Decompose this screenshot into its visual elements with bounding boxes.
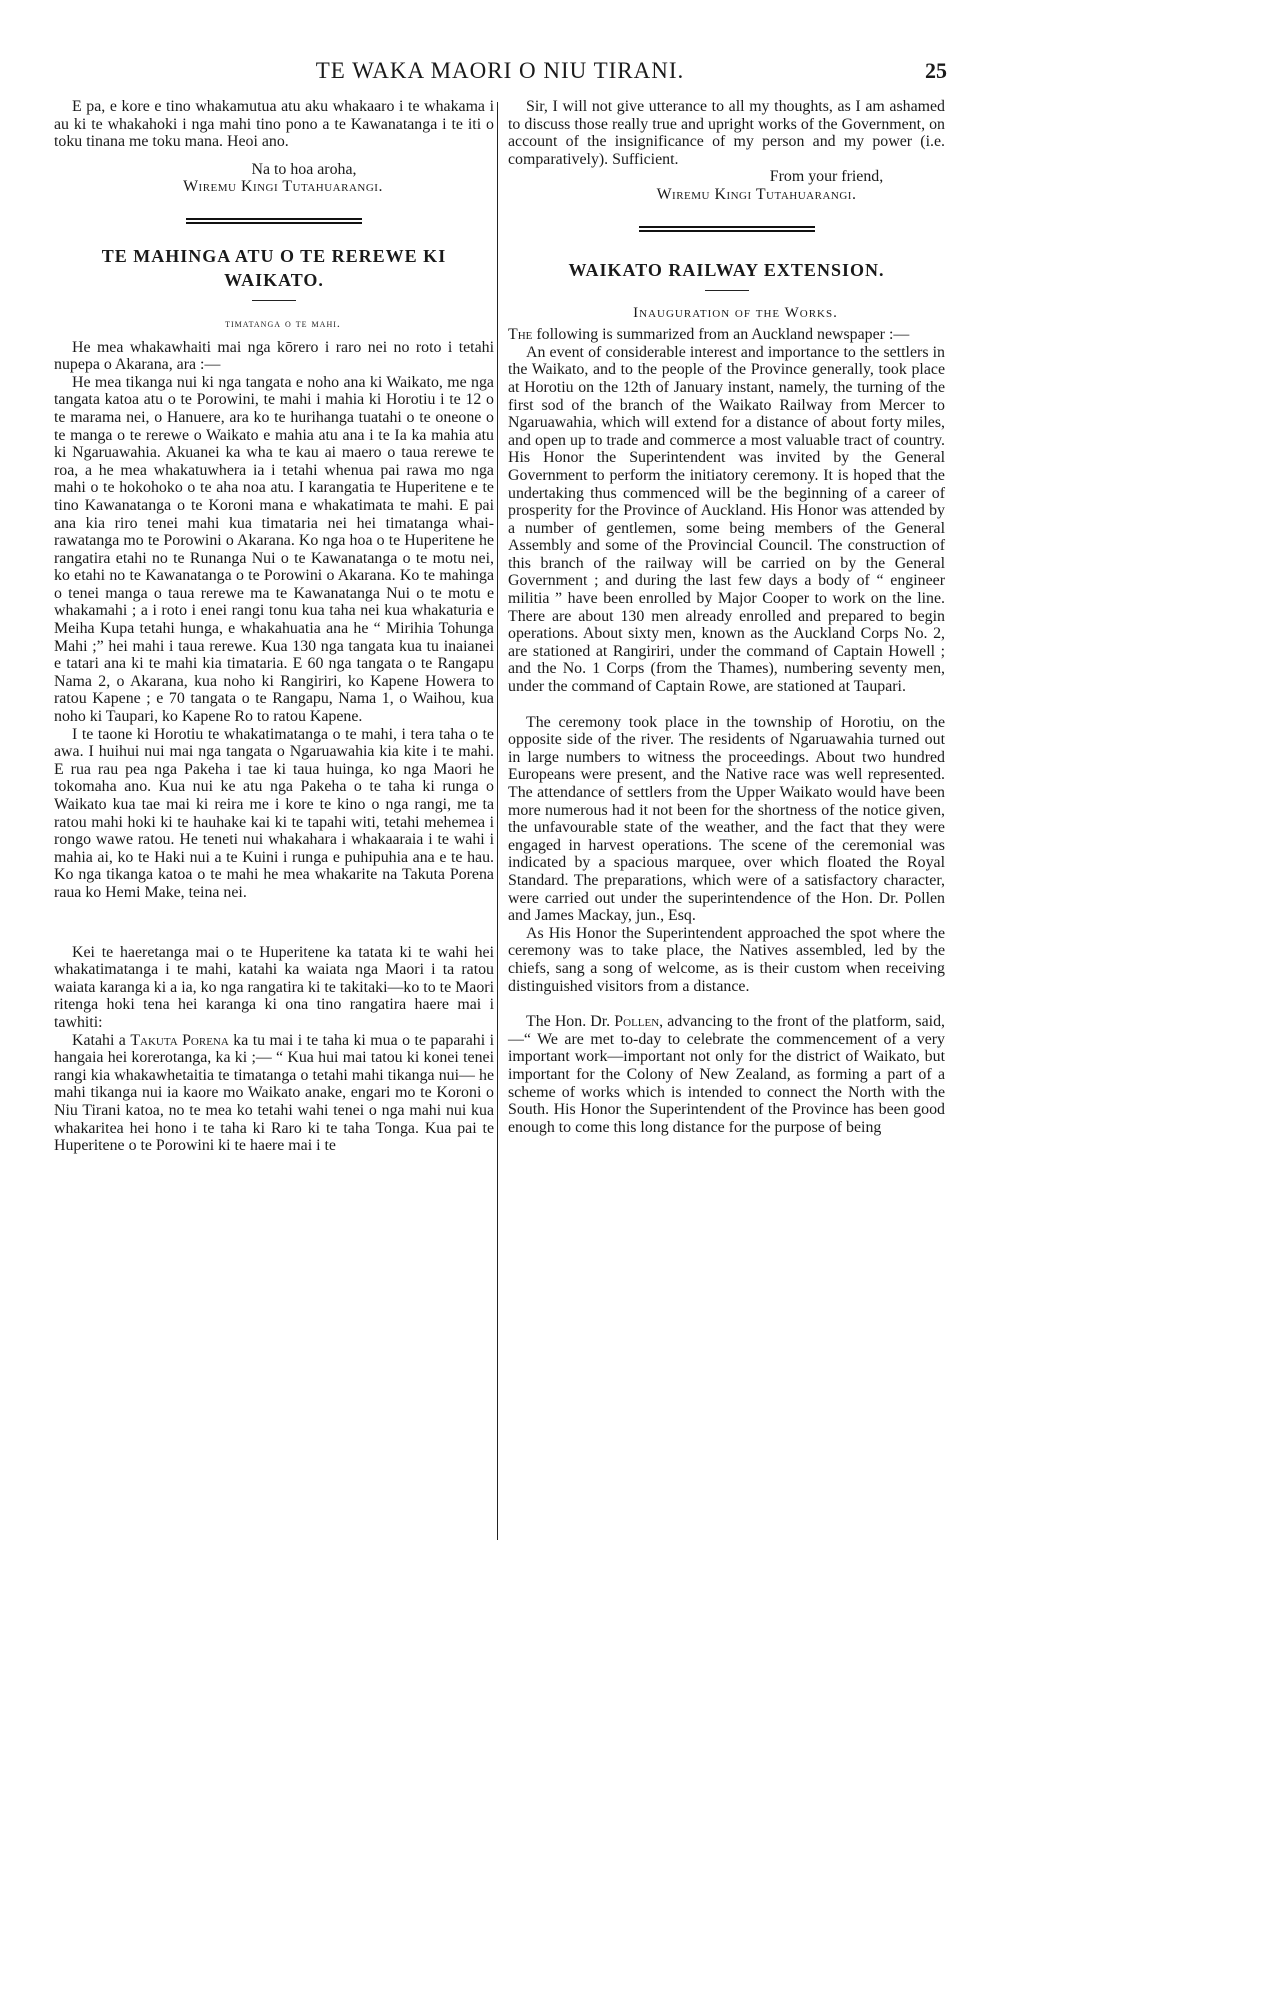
section-rule: [639, 226, 815, 232]
english-para-4-name: Pollen: [614, 1013, 660, 1031]
title-rule: [705, 290, 749, 291]
maori-section-title: TE MAHINGA ATU O TE REREWE KI WAIKATO.: [101, 245, 447, 290]
section-rule: [186, 218, 362, 224]
english-para-1: An event of considerable interest and importance to the settlers in the Waikato, and to the people of the Province generally, took place at Horotiu on the 12th of January instant, namely, the turning of the first sod of the branch of the Waikato Railway from Mercer to Ngaruawahia, which will extend for a distance of about forty miles, and open up to trade and commerce a most valuable tract of country. His Honor the Superintendent was invited by the General Government to perform the initiatory ceremony. It is hoped that the undertaking thus commenced will be the beginning of a career of prosperity for the Province of Auckland. His Honor was attended by a number of gentlemen, some being members of the General Assembly and some of the Provincial Council. The construction of this branch of the railway will be carried on by the General Government ; and during the last few days a body of “ engineer militia ” have been enrolled by Major Cooper to work on the line. There are about 130 men already enrolled and prepared to begin operations. About sixty men, known as the Auckland Corps No. 2, are stationed at Rangiriri, under the command of Captain Howell ; and the No. 1 Corps (from the Thames), numbering seventy men, under the command of Captain Rowe, are stationed at Taupari.: [508, 343, 945, 696]
english-para-2: The ceremony took place in the township of Horotiu, on the opposite side of the river. The residents of Ngaruawahia turned out in large numbers to witness the proceedings. About two hundred Europeans were present, and the Native race was well represented. The attendance of settlers from the Upper Waikato would have been more numerous had it not been for the shortness of the notice given, the unfavourable state of the weather, and the fact that they were engaged in harvest operations. The scene of the ceremonial was indicated by a spacious marquee, over which floated the Royal Standard. The preparations, which were of a satisfactory character, were carried out under the superintendence of the Hon. Dr. Pollen and James Mackay, jun., Esq.: [508, 713, 945, 925]
english-intro: Sir, I will not give utterance to all my thoughts, as I am ashamed to discuss those really true and upright works of the Government, on account of the insignificance of my person and my power (i.e. comparatively). Sufficient.: [508, 98, 945, 168]
english-para-0: [508, 326, 945, 344]
maori-para-4: Kei te haeretanga mai o te Huperitene ka tatata ki te wahi hei whakatimatanga i te mahi, katahi ka waiata nga Maori i ta ratou waiata karanga ki a ia, ko nga rangatira ki te takitaki—ko to te Maori ritenga hoki tena hei karanga ki ona tino rangatira haere mai i tawhiti:: [54, 943, 494, 1031]
english-para-4-b: , advancing to the front of the platform, said,—“ We are met to-day to celebrate the commencement of a very important work—important not only for the district of Waikato, but important for the Colony of New Zealand, as forming a part of a scheme of works which is intended to connect the North with the South. His Honor the Superintendent of the Province has been good enough to come this long distance for the purpose of being: [508, 1013, 945, 1136]
maori-subhead: timatanga o te mahi.: [225, 315, 341, 330]
english-subhead: Inauguration of the Works.: [633, 304, 838, 321]
title-rule: [252, 300, 296, 301]
page-header: [0, 58, 1000, 88]
maori-para-5-a: Katahi a: [72, 1031, 131, 1049]
maori-intro: E pa, e kore e tino whakamutua atu aku whakaaro i te whakama i au ki te whakahoki i nga mahi tino pono a te Kawanatanga i te iti o toku tinana me toku mana. Heoi ano.: [54, 98, 494, 151]
english-sign-off: From your friend,: [769, 168, 884, 186]
column-divider: [497, 102, 498, 1540]
maori-para-2: He mea tikanga nui ki nga tangata e noho ana ki Waikato, me nga tangata katoa atu o te Porowini, te mahi i mahia ki Horotiu i te 12 o te marama nei, o Hanuere, ara ko te hurihanga tuatahi o te oneone o te manga o te rerewe o Waikato e mahia atu ana i te Ia ka mahia atu ki Ngaruawahia. Akuanei ka wha te kau ai maero o taua rerewe te roa, a he mea whakatuwhera ia i tetahi whenua pai rawa mo nga mahi o te hokohoko o te aha noa atu. I karangatia te Huperitene e te tino Kawanatanga o te Koroni mana e whakatimata te mahi. E pai ana kia riro tenei mahi kua timataria nei hei timatanga whairawatanga mo te Porowini o Akarana. Ko nga hoa o te Huperitene he rangatira etahi no te Runanga Nui o te Kawanatanga o te motu nei, ko etahi no te Kawanatanga o te Porowini o Akarana. Ko te mahinga o tenei manga o taua rerewe ma te Kawanatanga Nui o te motu e whakamahi ; a i roto i enei rangi tonu kua taha nei kua whakaturia e Meiha Kupa tetahi hunga, e whakahuatia ana he “ Mirihia Tohunga Mahi ;” hei mahi i taua rerewe. Kua 130 nga tangata kua tu inaianei e tatari ana ki te mahi kia timataria. E 60 nga tangata o te Rangapu Nama 2, o Akarana, kua noho ki Rangiriri, ko Kapene Howera to ratou Kapene ; e 70 tangata o te Rangapu, Nama 1, o Waihou, kua noho ki Taupari, ko Kapene Ro to ratou Kapene.: [54, 373, 494, 726]
english-signature: Wiremu Kingi Tutahuarangi.: [656, 185, 857, 203]
english-first-para: following is summarized from an Auckland newspaper :—: [532, 326, 910, 344]
english-para-3: As His Honor the Superintendent approached the spot where the ceremony was to take place, the Natives assembled, led by the chiefs, sang a song of welcome, as is their custom when receiving distinguished visitors from a distance.: [508, 924, 945, 995]
maori-para-3: I te taone ki Horotiu te whakatimatanga o te mahi, i tera taha o te awa. I huihui nui mai nga tangata o Ngaruawahia kia kite i te mahi. E rua rau pea nga Pakeha i tae ki taua huinga, ko nga Maori he tokomaha ano. Kua nui ke atu nga Pakeha o te taha ki runga o Waikato kua tae mai ki reira me i kore te kino o nga rangi, me ta ratou mahi hoki ki te hauhake kai ki te tapahi witi, tetahi mehemea i rongo wawe ratou. He teneti nui whakahara i whakaaraia i te wahi i mahia ai, ko te Haki nui a te Kuini i runga e puhipuhia ana e te hau. Ko nga tikanga katoa o te mahi he mea whakarite na Takuta Porena raua ko Hemi Make, teina nei.: [54, 725, 494, 901]
maori-signature: Wiremu Kingi Tutahuarangi.: [183, 178, 383, 196]
english-section-title: WAIKATO RAILWAY EXTENSION.: [568, 259, 885, 280]
maori-para-5-name: Takuta Porena: [130, 1031, 229, 1049]
maori-para-1: He mea whakawhaiti mai nga kōrero i raro nei no roto i tetahi nupepa o Akarana, ara :—: [54, 338, 494, 374]
english-para-4-a: The Hon. Dr.: [526, 1013, 615, 1031]
maori-sign-off: Na to hoa aroha,: [251, 160, 357, 178]
maori-para-5: [54, 1032, 494, 1155]
english-column: [508, 98, 945, 1136]
maori-column: [54, 98, 494, 1155]
english-para-4: [508, 1013, 945, 1136]
page-number: 25: [925, 58, 947, 83]
english-first-word: The: [508, 326, 533, 344]
maori-para-5-b: ka tu mai i te taha ki mua o te paparahi i hangaia hei korerotanga, ka ki ;— “ Kua hui mai tatou ki konei tenei rangi kia whakawhetaitia te timatanga o tetahi mahi tikanga nui— he mahi tikanga nui ia kaore mo Waikato anake, engari mo te Koroni o Niu Tirani katoa, no te mea ko tetahi wahi tenei o nga mahi nui kua whakaritea hei hono i te taha ki Raro ki te taha Tonga. Kua pai te Huperitene o te Porowini ki te haere mai i te: [54, 1031, 494, 1155]
running-title: TE WAKA MAORI O NIU TIRANI.: [315, 58, 685, 83]
